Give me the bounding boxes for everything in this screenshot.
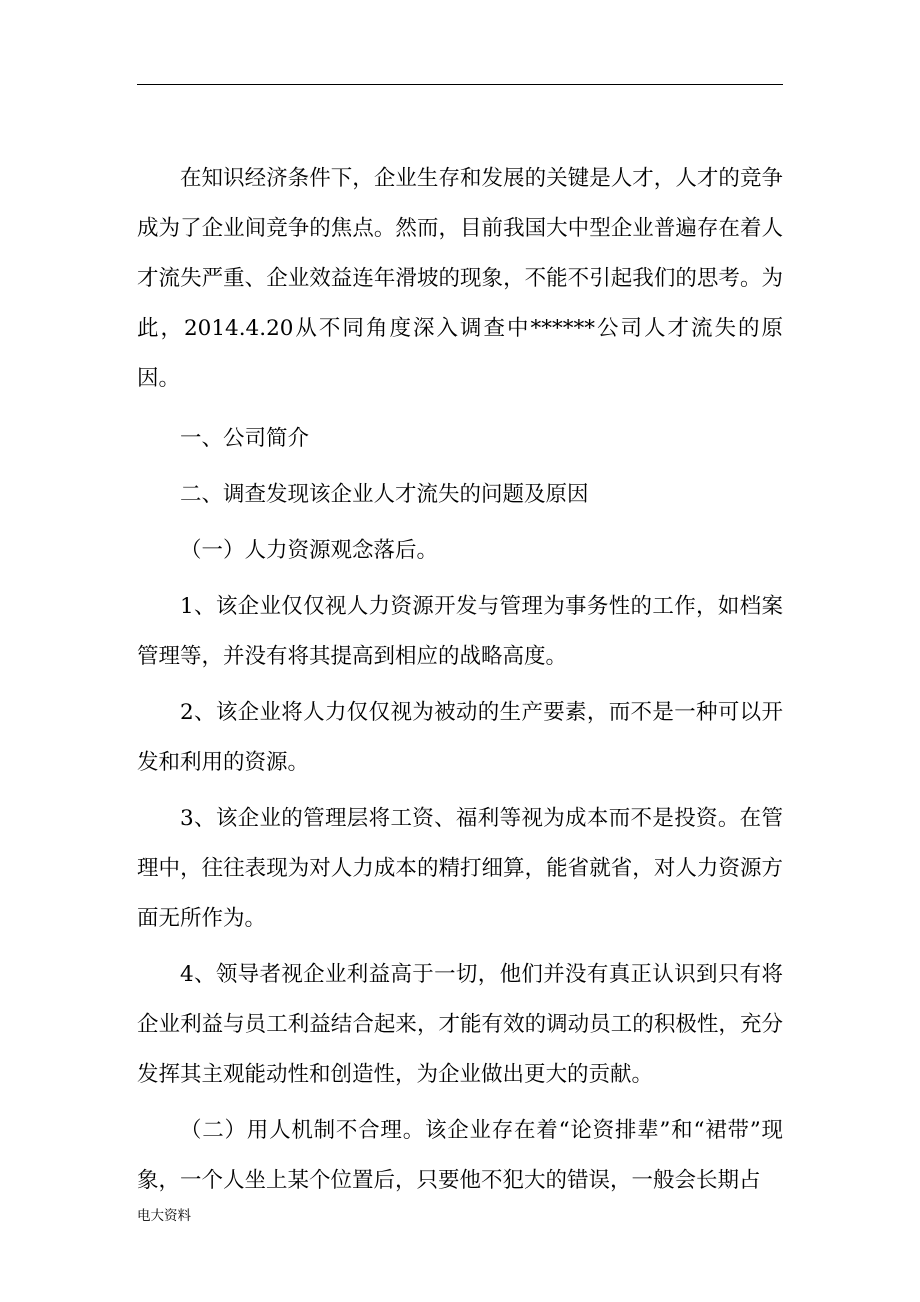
heading-survey-findings: 二、调查发现该企业人才流失的问题及原因 [180,482,589,507]
document-body [137,154,783,1206]
subheading-hr-concept: （一）人力资源观念落后。 [180,538,439,563]
paragraph-item-4: 4、领导者视企业利益高于一切，他们并没有真正认识到只有将企业利益与员工利益结合起来，才能有效的调动员工的积极性，充分发挥其主观能动性和创造性，为企业做出更大的贡献。 [137,962,783,1087]
heading-company-profile: 一、公司简介 [180,426,310,451]
paragraph-employment-mechanism: （二）用人机制不合理。该企业存在着“论资排辈”和“裙带”现象，一个人坐上某个位置后，只要他不犯大的错误，一般会长期占 [137,1118,783,1193]
paragraph-item-3: 3、该企业的管理层将工资、福利等视为成本而不是投资。在管理中，往往表现为对人力成本的精打细算，能省就省，对人力资源方面无所作为。 [137,806,783,931]
paragraph-item-1: 1、该企业仅仅视人力资源开发与管理为事务性的工作，如档案管理等，并没有将其提高到相应的战略高度。 [137,594,783,669]
paragraph-intro: 在知识经济条件下，企业生存和发展的关键是人才，人才的竞争成为了企业间竞争的焦点。然而，目前我国大中型企业普遍存在着人才流失严重、企业效益连年滑坡的现象，不能不引起我们的思考。为此，2014.4.20从不同角度深入调查中******公司人才流失的原因。 [137,166,783,391]
header-rule [137,84,783,85]
page-footer: 电大资料 [137,1208,191,1224]
paragraph-item-2: 2、该企业将人力仅仅视为被动的生产要素，而不是一种可以开发和利用的资源。 [137,700,783,775]
